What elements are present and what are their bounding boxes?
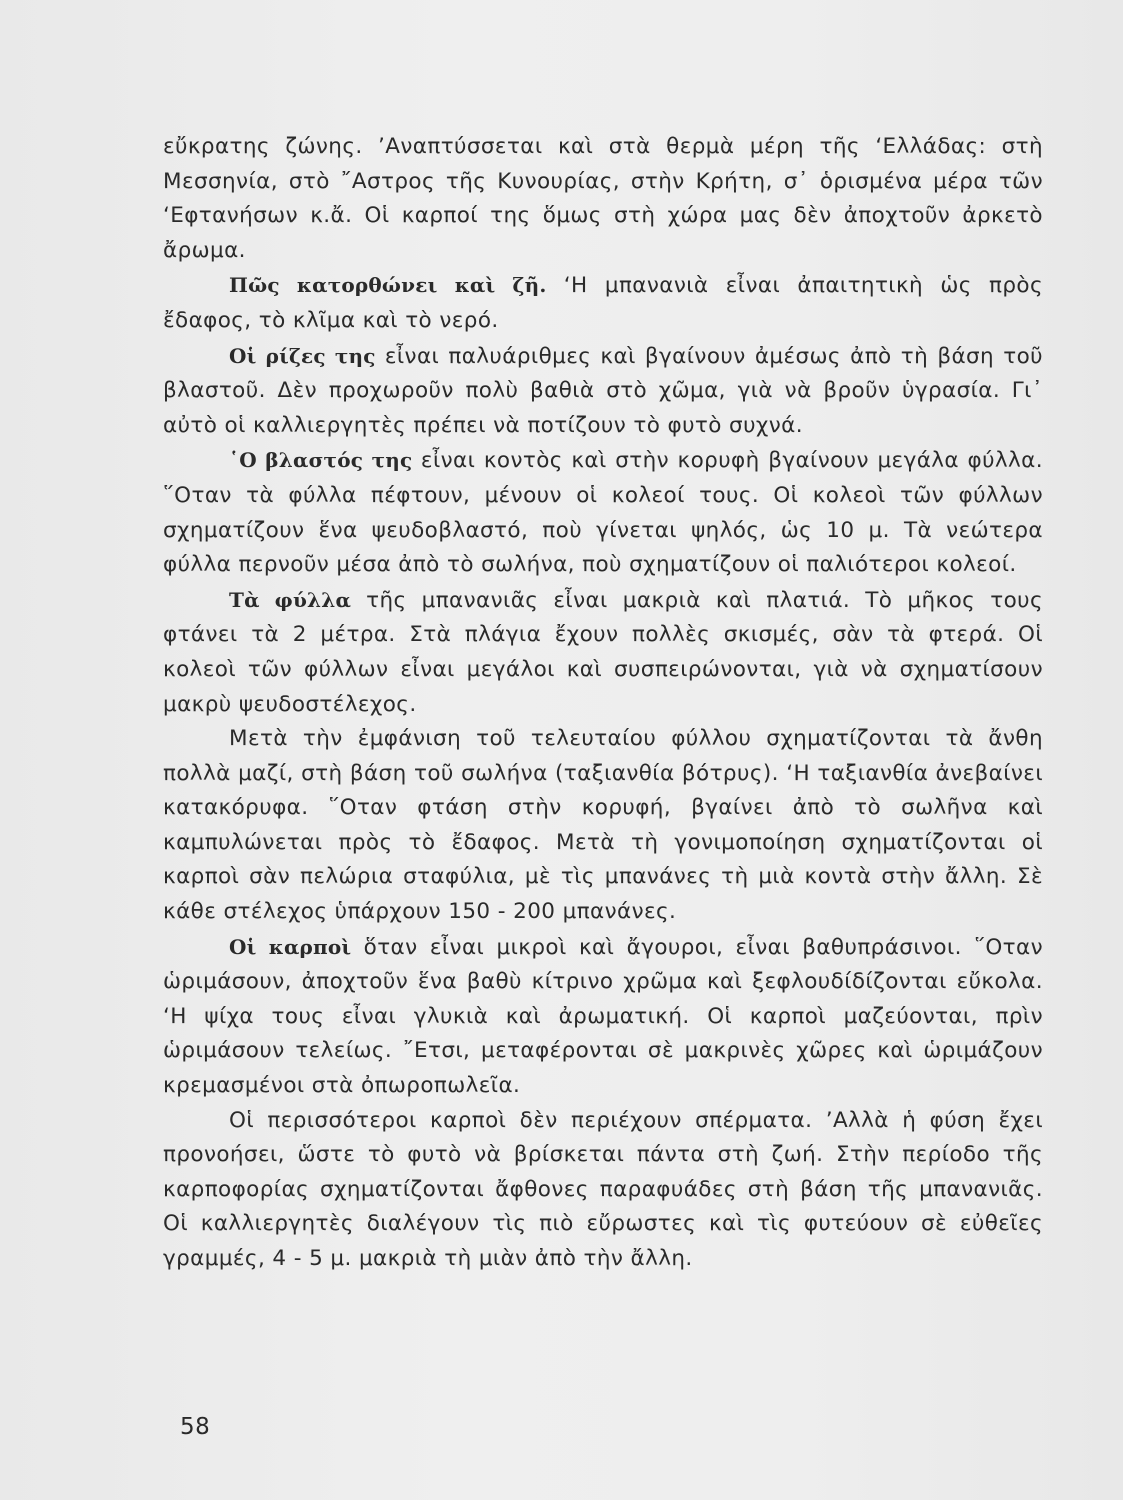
paragraph-text: ὅταν εἶναι μικροὶ καὶ ἄγουροι, εἶναι βαθυπράσινοι. ῞Οταν ὡριμάσουν, ἀποχτοῦν ἕνα βαθὺ κίτρινο χρῶμα καὶ ξεφλουδίδίζονται εὔκολα. ‘Η ψίχα τους εἶναι γλυκιὰ καὶ ἀρωματική. Οἱ καρποὶ μαζεύονται, πρὶν ὡριμάσουν τελείως. ῎Ετσι, μεταφέρονται σὲ μακρινὲς χῶρες καὶ ὡριμάζουν κρεμασμένοι στὰ ὀπωροπωλεῖα. — [163, 934, 1043, 1099]
paragraph-how-it-lives — [163, 268, 1043, 338]
paragraph-lead: Πῶς κατορθώνει καὶ ζῆ. — [229, 273, 547, 298]
paragraph-text: τῆς μπανανιᾶς εἶναι μακριὰ καὶ πλατιά. Τὸ μῆκος τους φτάνει τὰ 2 μέτρα. Στὰ πλάγια ἔχουν πολλὲς σκισμές, σὰν τὰ φτερά. Οἱ κολεοὶ τῶν φύλλων εἶναι μεγάλοι καὶ συσπειρώνονται, γιὰ νὰ σχηματίσουν μακρὺ ψευδοστέλεχος. — [163, 587, 1043, 717]
paragraph-text: εὔκρατης ζώνης. ’Αναπτύσσεται καὶ στὰ θερμὰ μέρη τῆς ‘Ελλάδας: στὴ Μεσσηνία, στὸ ῎Αστρος τῆς Κυνουρίας, στὴν Κρήτη, σ᾿ ὁρισμένα μέρα τῶν ‘Εφτανήσων κ.ἄ. Οἱ καρποί της ὅμως στὴ χώρα μας δὲν ἀποχτοῦν ἀρκετὸ ἄρωμα. — [163, 134, 1043, 263]
paragraph-text: εἶναι κοντὸς καὶ στὴν κορυφὴ βγαίνουν μεγάλα φύλλα. ῞Οταν τὰ φύλλα πέφτουν, μένουν οἱ κολεοί τους. Οἱ κολεοὶ τῶν φύλλων σχηματίζουν ἕνα ψευδοβλαστό, ποὺ γίνεται ψηλός, ὡς 10 μ. Τὰ νεώτερα φύλλα περνοῦν μέσα ἀπὸ τὸ σωλήνα, ποὺ σχηματίζουν οἱ παλιότεροι κολεοί. — [163, 448, 1043, 578]
paragraph-lead: ῾Ο βλαστός της — [229, 448, 413, 473]
paragraph-fruits — [163, 930, 1043, 1104]
paragraph-roots — [163, 339, 1043, 444]
page-number: 58 — [180, 1414, 211, 1440]
paragraph-text: Μετὰ τὴν ἐμφάνιση τοῦ τελευταίου φύλλου σχηματίζονται τὰ ἄνθη πολλὰ μαζί, στὴ βάση τοῦ σωλήνα (ταξιανθία βότρυς). ‘Η ταξιανθία ἀνεβαίνει κατακόρυφα. ῞Οταν φτάση στὴν κορυφή, βγαίνει ἀπὸ τὸ σωλῆνα καὶ καμπυλώνεται πρὸς τὸ ἔδαφος. Μετὰ τὴ γονιμοποίηση σχηματίζονται οἱ καρποὶ σὰν πελώρια σταφύλια, μὲ τὶς μπανάνες τὴ μιὰ κοντὰ στὴν ἄλλη. Σὲ κάθε στέλεχος ὑπάρχουν 150 - 200 μπανάνες. — [163, 726, 1043, 925]
paragraph-lead: Οἱ καρποὶ — [229, 934, 352, 959]
paragraph-intro — [163, 130, 1043, 268]
body-text — [163, 130, 1043, 1277]
paragraph-stem — [163, 443, 1043, 582]
paragraph-seeds — [163, 1104, 1043, 1277]
paragraph-flowers — [163, 722, 1043, 930]
paragraph-lead: Οἱ ρίζες της — [229, 343, 376, 368]
paragraph-text: ‘Η μπανανιὰ εἶναι ἀπαιτητικὴ ὡς πρὸς ἔδαφος, τὸ κλῖμα καὶ τὸ νερό. — [163, 273, 1043, 333]
paragraph-leaves — [163, 583, 1043, 722]
paragraph-text: Οἱ περισσότεροι καρποὶ δὲν περιέχουν σπέρματα. ’Αλλὰ ἡ φύση ἔχει προνοήσει, ὥστε τὸ φυτὸ νὰ βρίσκεται πάντα στὴ ζωή. Στὴν περίοδο τῆς καρποφορίας σχηματίζονται ἄφθονες παραφυάδες στὴ βάση τῆς μπανανιᾶς. Οἱ καλλιεργητὲς διαλέγουν τὶς πιὸ εὔρωστες καὶ τὶς φυτεύουν σὲ εὐθεῖες γραμμές, 4 - 5 μ. μακριὰ τὴ μιὰν ἀπὸ τὴν ἄλλη. — [163, 1107, 1043, 1271]
paragraph-lead: Τὰ φύλλα — [229, 587, 352, 612]
paragraph-text: εἶναι παλυάριθμες καὶ βγαίνουν ἀμέσως ἀπὸ τὴ βάση τοῦ βλαστοῦ. Δὲν προχωροῦν πολὺ βαθιὰ στὸ χῶμα, γιὰ νὰ βροῦν ὑγρασία. Γι᾿ αὐτὸ οἱ καλλιεργητὲς πρέπει νὰ ποτίζουν τὸ φυτὸ συχνά. — [163, 343, 1043, 438]
